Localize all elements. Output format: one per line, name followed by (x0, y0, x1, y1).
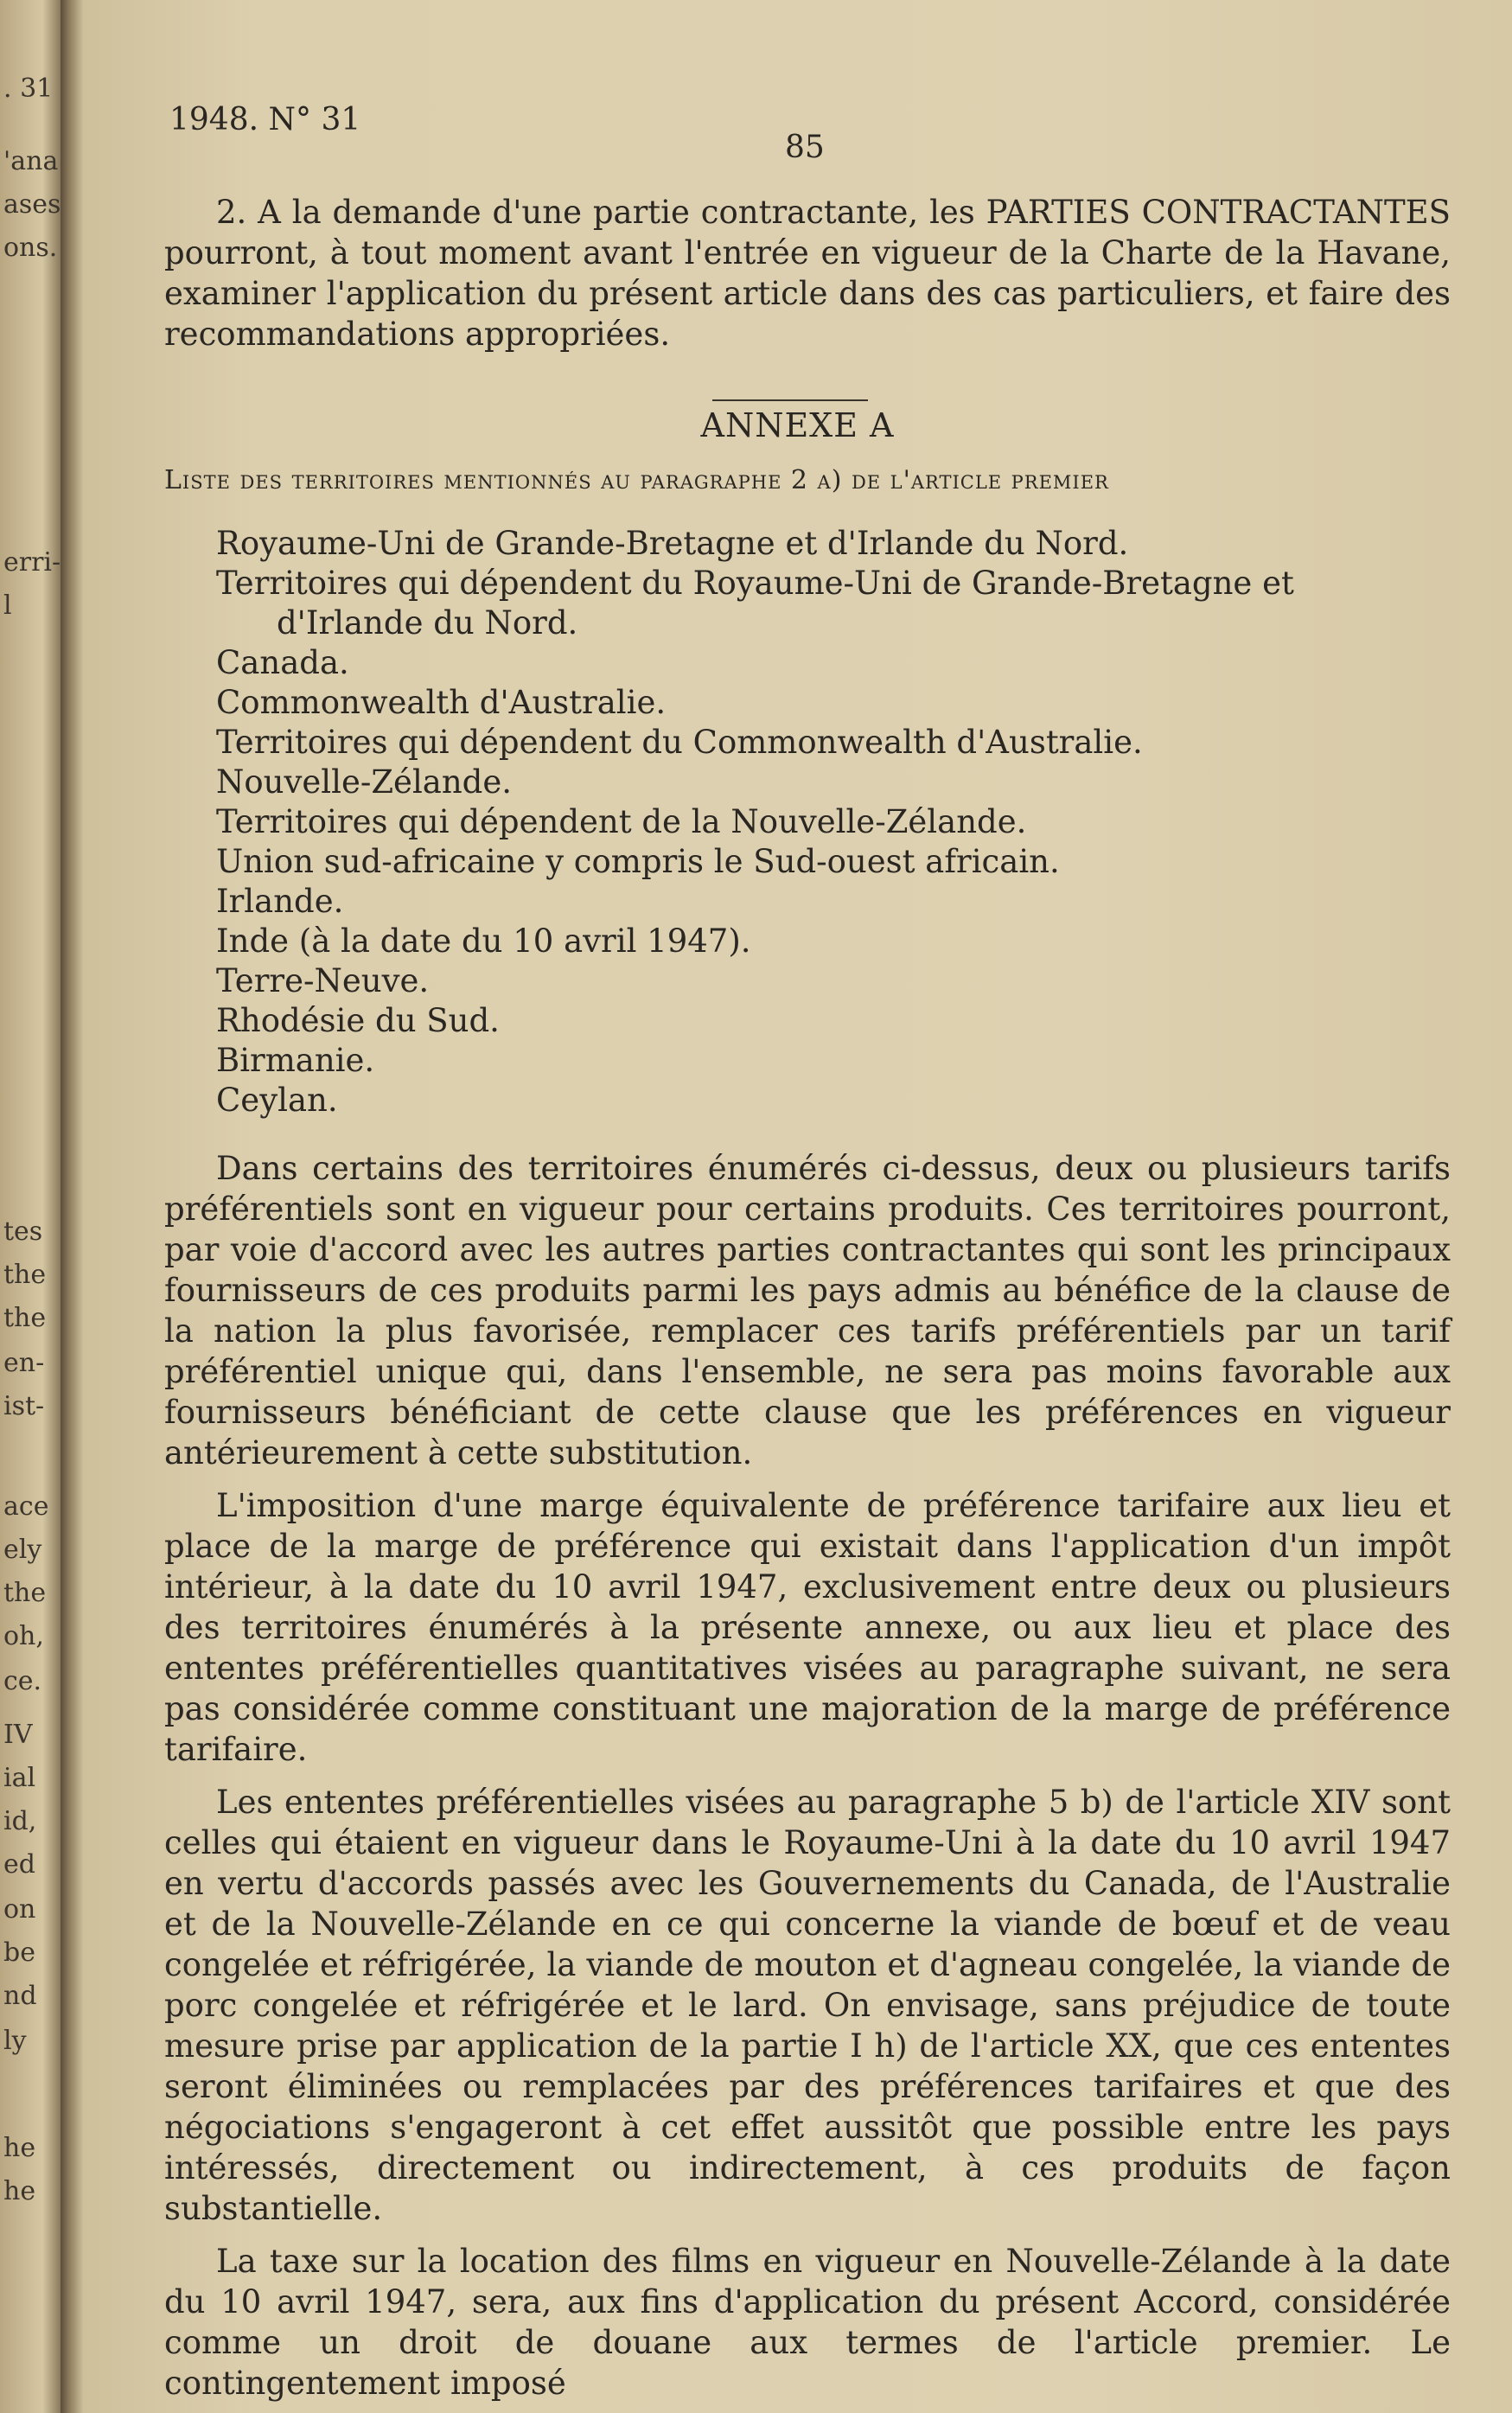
margin-fragment: on (3, 1894, 36, 1925)
list-item: Royaume-Uni de Grande-Bretagne et d'Irlande du Nord. (216, 525, 1129, 562)
margin-fragment: the (3, 1260, 47, 1290)
running-header: 1948. N° 31 (169, 102, 361, 137)
margin-fragment: ace (3, 1491, 49, 1522)
margin-fragment: ce. (3, 1666, 42, 1696)
list-item: Inde (à la date du 10 avril 1947). (216, 922, 751, 960)
territory-list (216, 524, 1444, 1120)
margin-fragment: the (3, 1578, 47, 1608)
margin-fragment: ases (3, 189, 61, 220)
margin-fragment: erri- (3, 547, 61, 578)
page-number: 85 (785, 130, 825, 165)
list-item: Nouvelle-Zélande. (216, 763, 513, 801)
list-item: Territoires qui dépendent du Commonwealth d'Australie. (216, 724, 1143, 761)
annex-paragraph: L'imposition d'une marge équivalente de préférence tarifaire aux lieu et place de la marge de préférence qui existait dans l'application d'un impôt intérieur, à la date du 10 avril 1947, exclusivement entre deux ou plusieurs des territoires énumérés à la présente annexe, ou aux lieu et place des ententes préférentielles quantitatives visées au paragraphe suivant, ne sera pas considérée comme constituant une majoration de la marge de préférence tarifaire. (164, 1487, 1451, 1768)
margin-fragment: id, (3, 1806, 37, 1836)
margin-fragment: ed (3, 1849, 35, 1880)
section-rule (712, 399, 868, 401)
list-item: Birmanie. (216, 1042, 375, 1079)
margin-fragment: be (3, 1937, 35, 1968)
margin-fragment: he (3, 2133, 36, 2163)
list-item: Terre-Neuve. (216, 962, 430, 999)
list-item: Canada. (216, 644, 349, 681)
margin-fragment: ial (3, 1763, 36, 1793)
margin-fragment: en- (3, 1348, 45, 1378)
annex-paragraph: La taxe sur la location des films en vigueur en Nouvelle-Zélande à la date du 10 avril 1947, sera, aux fins d'application du présent Accord, considérée comme un droit de douane aux termes de l'article premier. Le contingentement imposé (164, 2243, 1451, 2402)
list-item: Territoires qui dépendent du Royaume-Uni de Grande-Bretagne et d'Irlande du Nord. (216, 565, 1294, 642)
facing-page-edge (0, 0, 61, 2413)
list-item: Irlande. (216, 883, 344, 920)
annex-title: ANNEXE A (700, 406, 895, 444)
margin-fragment: nd (3, 1981, 37, 2011)
document-page (83, 0, 1512, 2413)
book-gutter (61, 0, 83, 2413)
paragraph-2: 2. A la demande d'une partie contractante, les PARTIES CONTRACTANTES pourront, à tout moment avant l'entrée en vigueur de la Charte de la Havane, examiner l'application du présent article dans des cas particuliers, et faire des recommandations appropriées. (164, 194, 1451, 353)
margin-fragment: ist- (3, 1391, 45, 1421)
annex-paragraph: Dans certains des territoires énumérés ci-dessus, deux ou plusieurs tarifs préférentiels sont en vigueur pour certains produits. Ces territoires pourront, par voie d'accord avec les autres parties contractantes qui sont les principaux fournisseurs de ces produits parmi les pays admis au bénéfice de la clause de la nation la plus favorisée, remplacer ces tarifs préférentiels par un tarif préférentiel unique qui, dans l'ensemble, ne sera pas moins favorable aux fournisseurs bénéficiant de cette clause que les préférences en vigueur antérieurement à cette substitution. (164, 1150, 1451, 1471)
margin-fragment: oh, (3, 1621, 44, 1651)
list-heading: Liste des territoires mentionnés au paragraphe 2 a) de l'article premier (164, 465, 1109, 495)
annex-body (164, 1148, 1451, 2403)
list-item: Union sud-africaine y compris le Sud-ouest africain. (216, 843, 1060, 880)
margin-fragment: 'ana (3, 146, 59, 176)
list-item: Ceylan. (216, 1082, 338, 1119)
annex-paragraph: Les ententes préférentielles visées au paragraphe 5 b) de l'article XIV sont celles qui étaient en vigueur dans le Royaume-Uni à la date du 10 avril 1947 en vertu d'accords passés avec les Gouvernements du Canada, de l'Australie et de la Nouvelle-Zélande en ce qui concerne la viande de bœuf et de veau congelée et réfrigérée, la viande de mouton et d'agneau congelée, la viande de porc congelée et réfrigérée et le lard. On envisage, sans préjudice de toute mesure prise par application de la partie I h) de l'article XX, que ces ententes seront éliminées ou remplacées par des préférences tarifaires et que des négociations s'engageront à cet effet aussitôt que possible entre les pays intéressés, directement ou indirectement, à ces produits de façon substantielle. (164, 1784, 1451, 2227)
article-section (164, 192, 1451, 354)
margin-fragment: he (3, 2176, 36, 2206)
margin-fragment: the (3, 1303, 47, 1333)
margin-fragment: l (3, 590, 12, 621)
margin-fragment: ons. (3, 233, 58, 263)
margin-fragment: tes (3, 1216, 43, 1247)
margin-fragment: . 31 (3, 73, 54, 104)
margin-fragment: ely (3, 1535, 42, 1565)
list-item: Territoires qui dépendent de la Nouvelle-Zélande. (216, 803, 1027, 840)
list-item: Commonwealth d'Australie. (216, 684, 667, 721)
margin-fragment: IV (3, 1720, 33, 1750)
list-item: Rhodésie du Sud. (216, 1002, 500, 1039)
margin-fragment: ly (3, 2026, 27, 2056)
